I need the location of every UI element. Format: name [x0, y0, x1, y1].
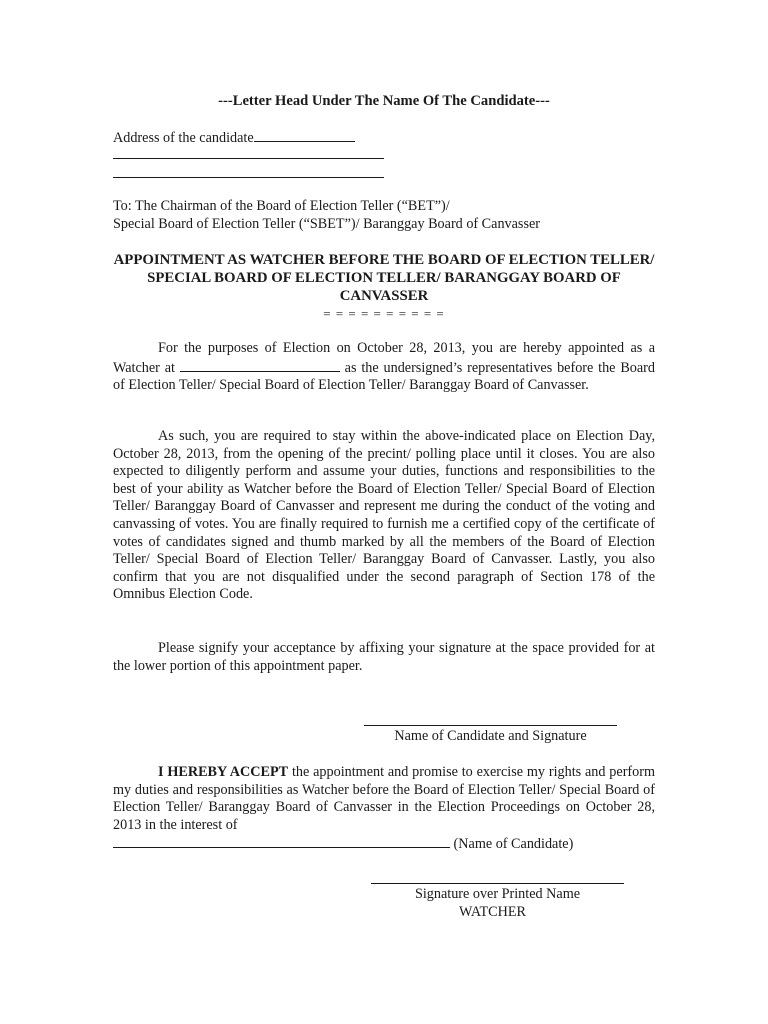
- candidate-signature-label: Name of Candidate and Signature: [394, 728, 587, 744]
- appointment-text-a: For the purposes of Election on October 28, 2013, you are hereby appointed as a Watcher at: [113, 340, 655, 376]
- paragraph-acceptance: [113, 764, 655, 834]
- paragraph-duties: [113, 428, 655, 604]
- duties-text: As such, you are required to stay within the above-indicated place on Election Day, October 28, 2013, from the opening of the precint/ polling place until it closes. You are also expected to diligently perform and assume your duties, functions and responsibilities to the best of your ability as Watcher before the Board of Election Teller/ Special Board of Election Teller/ Baranggay Board of Canvasser and represent me during the conduct of the voting and canvassing of votes. You are finally required to furnish me a certified copy of the certificate of votes of candidates signed and thumb marked by all the members of the Board of Election Teller/ Special Board of Election Teller/ Baranggay Board of Canvasser. Lastly, you also confirm that you are not disqualified under the second paragraph of Section 178 of the Omnibus Election Code.: [113, 428, 655, 603]
- watcher-signature-label: Signature over Printed Name: [414, 886, 581, 902]
- letterhead-heading: ---Letter Head Under The Name Of The Candidate---: [218, 93, 550, 109]
- appointment-text-b: as the undersigned’s representatives before the Board of Election Teller/ Special Board of Election Teller/ Baranggay Board of Canvasser.: [113, 359, 655, 394]
- paragraph-appointment: [113, 340, 655, 395]
- address-blank-line-3: [113, 177, 384, 178]
- recipient-line-2: Special Board of Election Teller (“SBET”)/ Baranggay Board of Canvasser: [113, 216, 540, 232]
- candidate-name-suffix: (Name of Candidate): [453, 836, 574, 852]
- candidate-name-line: [113, 834, 573, 854]
- polling-place-blank: [180, 358, 340, 372]
- candidate-name-blank: [113, 834, 450, 848]
- document-title: APPOINTMENT AS WATCHER BEFORE THE BOARD OF ELECTION TELLER/ SPECIAL BOARD OF ELECTION TELLER/ BARANGGAY BOARD OF CANVASSER: [113, 252, 655, 304]
- recipient-line-1: To: The Chairman of the Board of Election Teller (“BET”)/: [113, 198, 450, 214]
- candidate-signature-line: [364, 725, 617, 726]
- candidate-address-line: [113, 128, 355, 148]
- paragraph-signify: [113, 640, 655, 675]
- address-blank-line-2: [113, 158, 384, 159]
- accept-lead: I HEREBY ACCEPT: [158, 764, 289, 780]
- accept-text: the appointment and promise to exercise my rights and perform my duties and responsibilities as Watcher before the Board of Election Teller/ Special Board of Election Teller/ Baranggay Board of Canvasser in the Election Proceedings on October 28, 2013 in the interest of: [113, 764, 655, 833]
- signify-text: Please signify your acceptance by affixing your signature at the space provided for at the lower portion of this appointment paper.: [113, 640, 655, 674]
- watcher-signature-line: [371, 883, 624, 884]
- watcher-role-label: WATCHER: [459, 904, 526, 920]
- address-label: Address of the candidate: [113, 130, 254, 146]
- title-separator: = = = = = = = = = =: [323, 306, 445, 321]
- address-blank: [254, 128, 355, 142]
